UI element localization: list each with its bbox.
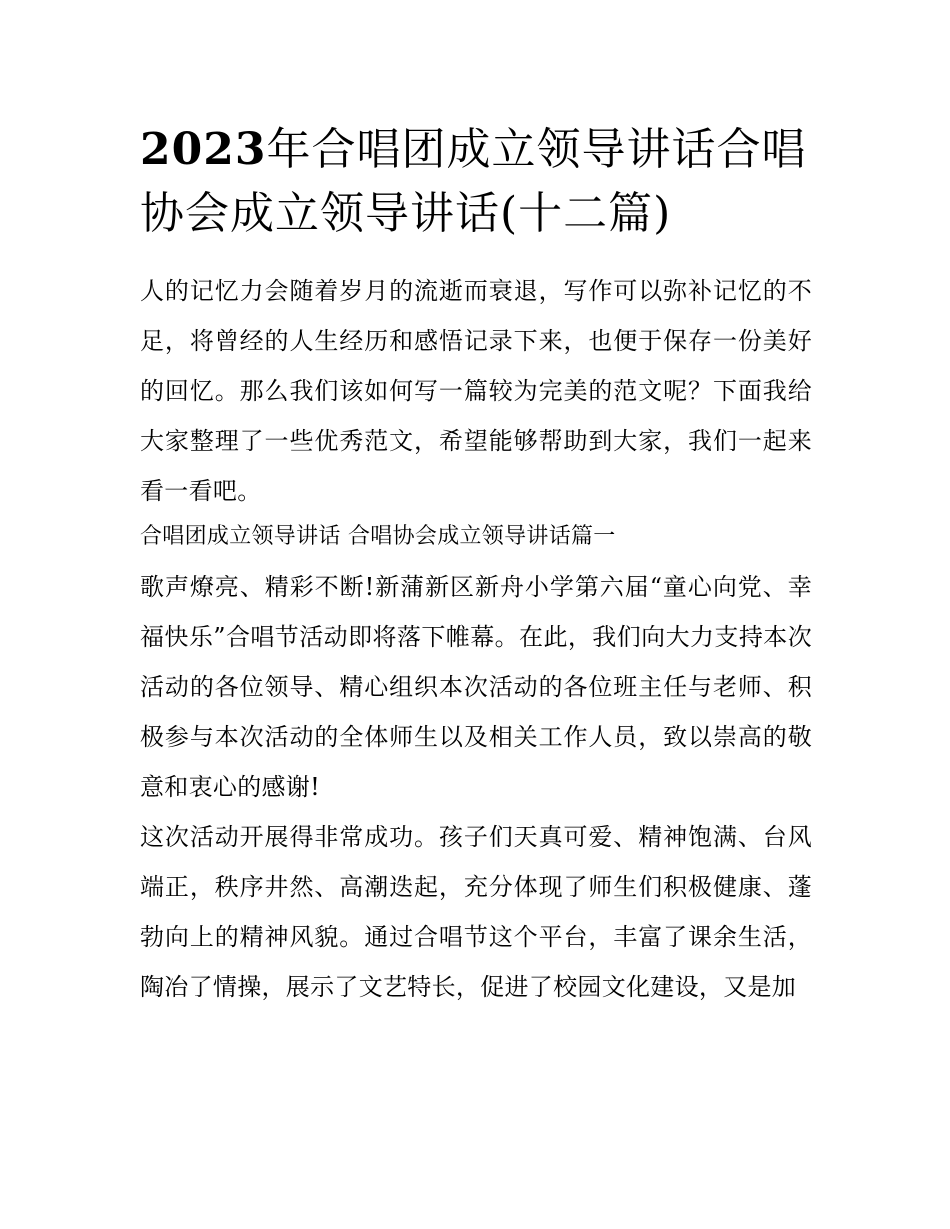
body-paragraph: 这次活动开展得非常成功。孩子们天真可爱、精神饱满、台风端正，秩序井然、高潮迭起，充分体现了师生们积极健康、蓬勃向上的精神风貌。通过合唱节这个平台，丰富了课余生活，陶冶了情操，展示了文艺特长，促进了校园文化建设，又是加: [140, 823, 812, 1001]
document-page: [140, 118, 812, 1012]
body-paragraph: 歌声燎亮、精彩不断!新蒲新区新舟小学第六届“童心向党、幸福快乐”合唱节活动即将落下帷幕。在此，我们向大力支持本次活动的各位领导、精心组织本次活动的各位班主任与老师、积极参与本次活动的全体师生以及相关工作人员，致以崇高的敬意和衷心的感谢!: [140, 573, 812, 801]
document-title: [140, 118, 812, 246]
title-text: 年合唱团成立领导讲话合唱协会成立领导讲话(十二篇): [140, 124, 807, 239]
document-body: [140, 266, 812, 1012]
section-heading: 合唱团成立领导讲话 合唱协会成立领导讲话篇一: [140, 524, 616, 549]
title-year: 2023: [140, 124, 267, 175]
intro-paragraph: 人的记忆力会随着岁月的流逝而衰退，写作可以弥补记忆的不足，将曾经的人生经历和感悟记录下来，也便于保存一份美好的回忆。那么我们该如何写一篇较为完美的范文呢？下面我给大家整理了一些优秀范文，希望能够帮助到大家，我们一起来看一看吧。: [140, 277, 812, 505]
